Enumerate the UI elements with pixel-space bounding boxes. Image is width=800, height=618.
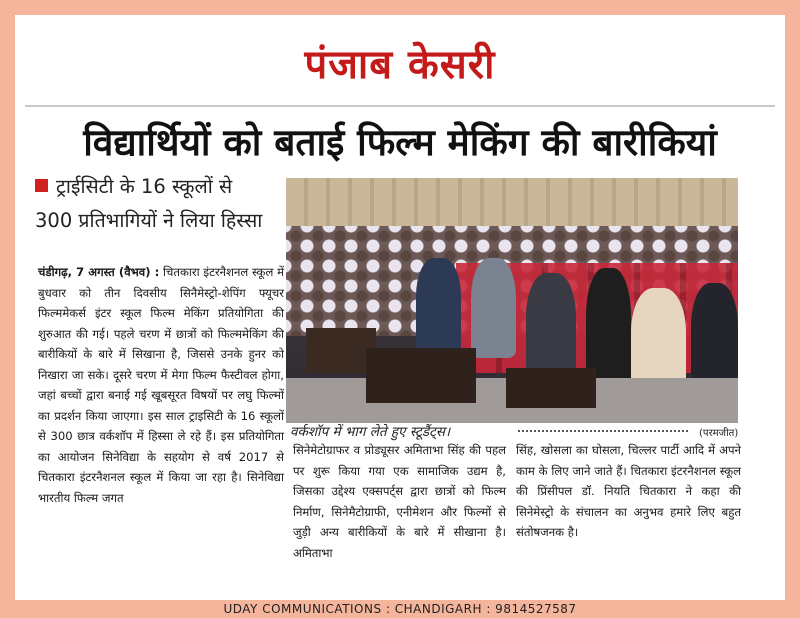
column-1-text: चितकारा इंटरनैशनल स्कूल में बुधवार को तीन दिवसीय सिनैमेस्ट्रो-शेपिंग फ्यूचर फिल्ममेकर्स इंटर स्कूल फिल्म मेकिंग प्रतियोगिता की शुरुआत की गई। पहले चरण में छात्रों को फिल्ममेकिंग की बारीकियों के बारे में सिखाना है, जिससे उनके हुनर को निखारा जा सके। दूसरे चरण में मेगा फिल्म फैस्टीवल होगा, जहां बच्चों द्वारा बनाई गई खूबसूरत विषयों पर लघु फिल्मों का प्रदर्शन किया जाएगा। इस साल ट्राइसिटी के 16 स्कूलों से 300 छात्र वर्कशॉप में हिस्सा ले रहे हैं। इस प्रतियोगिता का आयोजन सिनेविद्या के सहयोग से वर्ष 2017 से चितकारा इंटरनैशनल स्कूल में किया जा रहा है। सिनेविद्या भारतीय फिल्म जगत — [38, 265, 284, 505]
photo-person — [691, 283, 738, 393]
newspaper-masthead: पंजाब केसरी — [304, 42, 496, 88]
photo-person — [416, 258, 461, 353]
photo-credit: (परमजीत) — [699, 428, 739, 439]
photo-table — [506, 368, 596, 408]
article-dateline: चंडीगढ़, 7 अगस्त (वैभव) : — [38, 265, 160, 279]
photo-person — [526, 273, 576, 383]
article-column-2 — [293, 440, 506, 563]
photo-table — [366, 348, 476, 403]
article-column-3 — [516, 440, 741, 543]
caption-dotted-line — [518, 430, 688, 432]
article-subhead — [35, 170, 270, 238]
column-2-text: सिनेमेटोग्राफर व प्रोड्यूसर अमिताभा सिंह की पहल पर शुरू किया गया एक सामाजिक उद्यम है, जिसका उद्देश्य एक्सपर्ट्स द्वारा छात्रों को फिल्म निर्माण, सिनेमैटोग्राफी, एनीमेशन और फिल्मों से जुड़ी अन्य बारीकियों के बारे में सीखाना है। अमिताभा — [293, 443, 506, 560]
footer-credit: UDAY COMMUNICATIONS : CHANDIGARH : 9814527587 — [223, 602, 577, 616]
masthead-divider — [25, 105, 775, 107]
event-photo — [286, 178, 738, 423]
photo-caption: वर्कशॉप में भाग लेते हुए स्टूडैंट्स। — [290, 424, 451, 440]
article-column-1 — [38, 262, 284, 508]
article-headline: विद्यार्थियों को बताई फिल्म मेकिंग की बारीकियां — [83, 121, 717, 164]
photo-person — [471, 258, 516, 358]
column-3-text: सिंह, खोसला का घोसला, चिल्लर पार्टी आदि में अपने काम के लिए जाने जाते हैं। चितकारा इंटरनैशनल स्कूल की प्रिंसीपल डॉ. नियति चितकारा ने कहा की सिनेमेस्ट्रो के संचालन का अनुभव हमारे लिए बहुत संतोषजनक है। — [516, 443, 741, 539]
red-bullet-icon — [35, 179, 48, 192]
subhead-text: ट्राईसिटी के 16 स्कूलों से 300 प्रतिभागियों ने लिया हिस्सा — [35, 175, 263, 232]
